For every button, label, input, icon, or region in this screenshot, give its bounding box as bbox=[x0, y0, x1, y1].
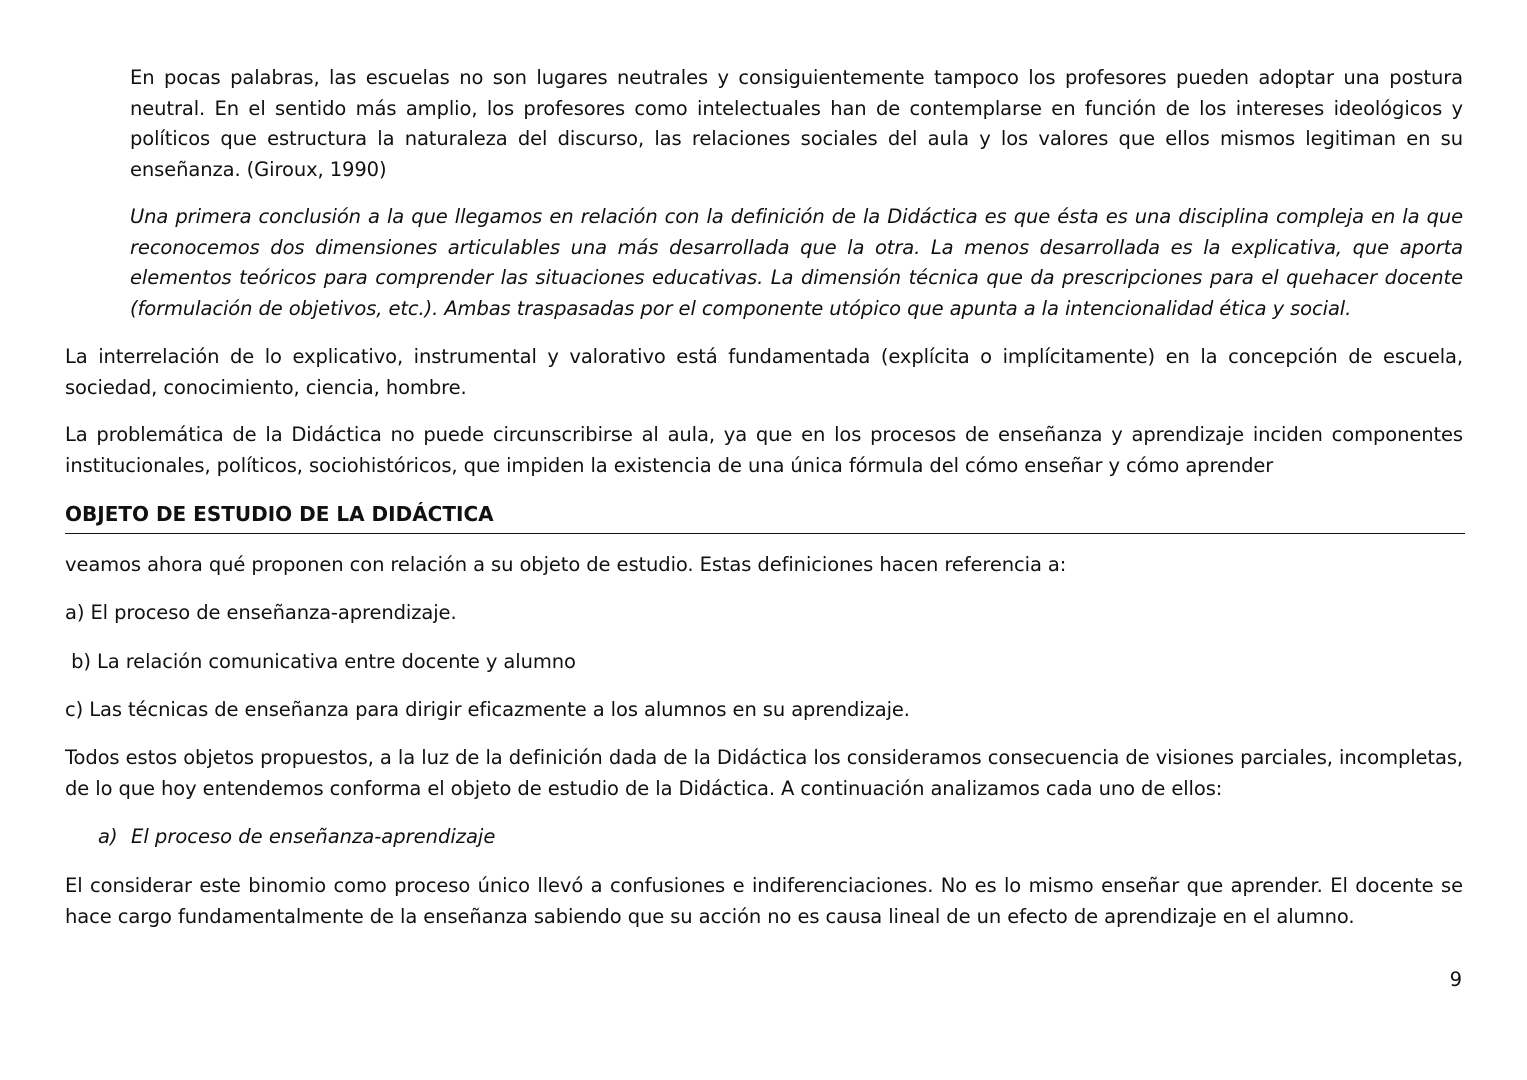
subheading-text: El proceso de enseñanza-aprendizaje bbox=[131, 825, 496, 848]
interrelation-paragraph: La interrelación de lo explicativo, instrumental y valorativo está fundamentada (explícita o implícitamente) en la concepción de escuela, sociedad, conocimiento, ciencia, hombre. bbox=[65, 345, 1463, 399]
quote-paragraph-giroux: En pocas palabras, las escuelas no son lugares neutrales y consiguientemente tampoco los profesores pueden adoptar una postura neutral. En el sentido más amplio, los profesores como intelectuales han de contemplarse en función de los intereses ideológicos y políticos que estructura la naturaleza del discurso, las relaciones sociales del aula y los valores que ellos mismos legitiman en su enseñanza. (Giroux, 1990) bbox=[130, 66, 1463, 181]
section-intro: veamos ahora qué proponen con relación a su objeto de estudio. Estas definiciones hacen referencia a: bbox=[65, 553, 1067, 576]
section-heading: OBJETO DE ESTUDIO DE LA DIDÁCTICA bbox=[65, 502, 494, 526]
subheading-marker: a) bbox=[98, 825, 118, 848]
closing-paragraph: El considerar este binomio como proceso único llevó a confusiones e indiferenciaciones. No es lo mismo enseñar que aprender. El docente se hace cargo fundamentalmente de la enseñanza sabiendo que su acción no es causa lineal de un efecto de aprendizaje en el alumno. bbox=[65, 874, 1463, 928]
problematica-paragraph: La problemática de la Didáctica no puede circunscribirse al aula, ya que en los procesos de enseñanza y aprendizaje inciden componentes institucionales, políticos, sociohistóricos, que impiden la existencia de una única fórmula del cómo enseñar y cómo aprender bbox=[65, 423, 1463, 477]
list-item-b: b) La relación comunicativa entre docente y alumno bbox=[65, 650, 576, 673]
conclusion-paragraph: Una primera conclusión a la que llegamos en relación con la definición de la Didáctica es que ésta es una disciplina compleja en la que reconocemos dos dimensiones articulables una más desarrollada que la otra. La menos desarrollada es la explicativa, que aporta elementos teóricos para comprender las situaciones educativas. La dimensión técnica que da prescripciones para el quehacer docente (formulación de objetivos, etc.). Ambas traspasadas por el componente utópico que apunta a la intencionalidad ética y social. bbox=[130, 205, 1463, 320]
page-number: 9 bbox=[1449, 968, 1462, 991]
summary-paragraph: Todos estos objetos propuestos, a la luz de la definición dada de la Didáctica los consideramos consecuencia de visiones parciales, incompletas, de lo que hoy entendemos conforma el objeto de estudio de la Didáctica. A continuación analizamos cada uno de ellos: bbox=[65, 746, 1463, 800]
list-item-c: c) Las técnicas de enseñanza para dirigir eficazmente a los alumnos en su aprendizaje. bbox=[65, 698, 910, 721]
list-item-a: a) El proceso de enseñanza-aprendizaje. bbox=[65, 601, 457, 624]
subheading-a bbox=[98, 822, 495, 852]
heading-underline bbox=[65, 533, 1465, 534]
